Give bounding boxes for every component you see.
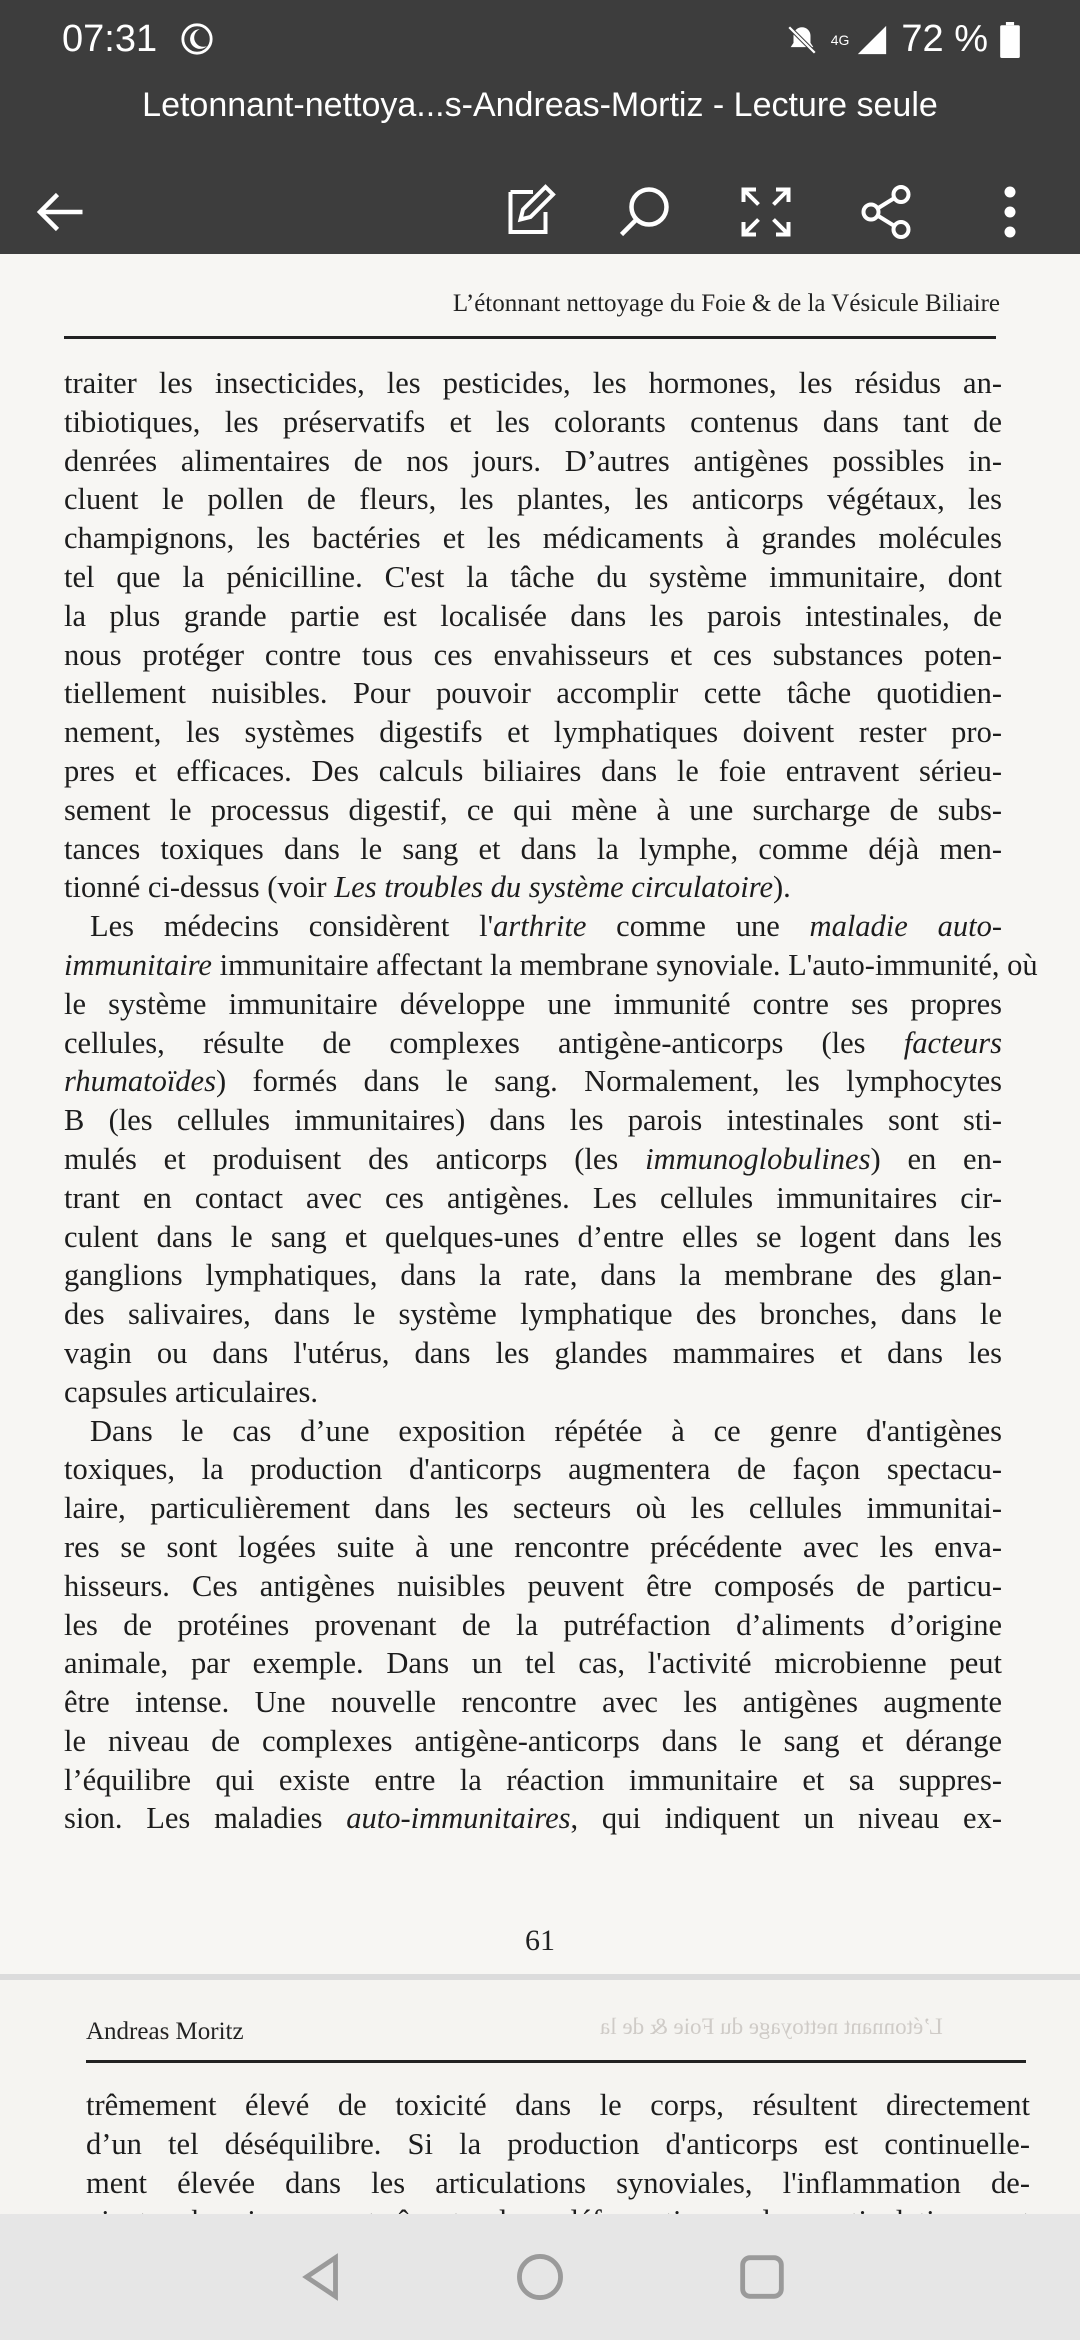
text-line: le niveau de complexes antigène-anticorps dans le sang et dérange xyxy=(64,1723,1002,1758)
text-line: des salivaires, dans le système lymphatique des bronches, dans le xyxy=(64,1297,1002,1332)
header-rule xyxy=(86,2060,1026,2063)
text-line: d’un tel déséquilibre. Si la production d'anticorps est continuelle- xyxy=(86,2126,1030,2161)
italic-term: immunoglobulines xyxy=(645,1141,871,1176)
share-icon[interactable] xyxy=(856,182,916,242)
status-right xyxy=(785,18,1020,61)
text-line xyxy=(64,1799,1002,1838)
back-arrow-icon[interactable] xyxy=(30,182,90,242)
text-line: trant en contact avec ces antigènes. Les cellules immunitaires cir- xyxy=(64,1180,1002,1215)
text-line xyxy=(64,907,1002,946)
text-line: être intense. Une nouvelle rencontre avec les antigènes augmente xyxy=(64,1685,1002,1720)
system-navigation-bar xyxy=(0,2214,1080,2340)
document-page-62[interactable] xyxy=(0,1980,1080,2214)
text-line: nous protéger contre tous ces envahisseurs et ces substances poten- xyxy=(64,637,1002,672)
text-line: tances toxiques dans le sang et dans la lymphe, comme déjà men- xyxy=(64,831,1002,866)
text-line: B (les cellules immunitaires) dans les parois intestinales sont sti- xyxy=(64,1103,1002,1138)
text-line: ganglions lymphatiques, dans la rate, dans la membrane des glan- xyxy=(64,1258,1002,1293)
text-span: ) formés dans le sang. Normalement, les lymphocytes xyxy=(215,1064,1002,1099)
text-span: tionné ci-dessus (voir xyxy=(64,870,335,905)
text-line xyxy=(64,1024,1002,1063)
app-bar xyxy=(0,82,1080,254)
home-circle-icon[interactable] xyxy=(511,2248,569,2306)
signal-icon xyxy=(855,23,889,57)
text-span: Les médecins considèrent l' xyxy=(90,909,494,944)
running-head: L’étonnant nettoyage du Foie & de la Vésicule Biliaire xyxy=(452,290,1000,317)
edit-icon[interactable] xyxy=(498,182,558,242)
page-number: 61 xyxy=(525,1924,555,1957)
network-type: 4G xyxy=(830,31,850,48)
text-line: l’équilibre qui existe entre la réaction immunitaire et sa suppres- xyxy=(64,1762,1002,1797)
italic-term: maladie auto- xyxy=(809,909,1002,944)
more-options-icon[interactable] xyxy=(980,182,1040,242)
search-icon[interactable] xyxy=(614,182,674,242)
header-rule xyxy=(64,336,996,339)
text-line: capsules articulaires. xyxy=(64,1374,319,1409)
text-line: culent dans le sang et quelques-unes d’entre elles se logent dans les xyxy=(64,1219,1002,1254)
status-bar xyxy=(0,0,1080,82)
text-span: comme une xyxy=(586,909,810,944)
italic-term: arthrite xyxy=(493,909,587,944)
text-span: ). xyxy=(773,870,791,905)
text-span: , qui indiquent un niveau ex- xyxy=(570,1801,1002,1836)
page-body-text xyxy=(64,364,1038,1838)
text-line: champignons, les bactéries et les médicaments à grandes molécules xyxy=(64,521,1002,556)
battery-icon xyxy=(1000,22,1020,58)
text-line: trêmement élevé de toxicité dans le corps, résultent directement xyxy=(86,2088,1030,2122)
text-line: la plus grande partie est localisée dans les parois intestinales, de xyxy=(64,598,1002,633)
document-page-61[interactable] xyxy=(0,254,1080,1974)
recent-apps-icon[interactable] xyxy=(733,2248,791,2306)
text-line: animale, par exemple. Dans un tel cas, l'activité microbienne peut xyxy=(64,1646,1002,1681)
italic-term: rhumatoïdes xyxy=(64,1064,216,1099)
italic-term: auto-immunitaires xyxy=(346,1801,571,1836)
text-line: traiter les insecticides, les pesticides, les hormones, les résidus an- xyxy=(64,366,1002,400)
text-line: Dans le cas d’une exposition répétée à ce genre d'antigènes xyxy=(90,1413,1002,1448)
text-line: pres et efficaces. Des calculs biliaires dans le foie entravent sérieu- xyxy=(64,753,1002,788)
bleed-through-text: L’étonnant nettoyage du Foie & de la xyxy=(600,2014,943,2039)
text-line: tibiotiques, les préservatifs et les colorants contenus dans tant de xyxy=(64,404,1002,439)
running-head-author: Andreas Moritz xyxy=(86,2018,244,2045)
battery-percent: 72 % xyxy=(901,18,988,60)
text-span: immunitaire affectant la membrane synoviale. L'auto-immunité, où xyxy=(219,947,1038,982)
document-title: Letonnant-nettoya...s-Andreas-Mortiz - Lecture seule xyxy=(142,86,938,124)
text-line: tiellement nuisibles. Pour pouvoir accomplir cette tâche quotidien- xyxy=(64,676,1002,711)
italic-term: immunitaire xyxy=(64,947,212,982)
text-line xyxy=(64,1062,1002,1101)
text-line: le système immunitaire développe une immunité contre ses propres xyxy=(64,986,1002,1021)
italic-term: facteurs xyxy=(903,1025,1002,1060)
text-span: sion. Les maladies xyxy=(64,1801,347,1836)
do-not-disturb-moon-icon xyxy=(180,22,214,56)
text-line: tel que la pénicilline. C'est la tâche du système immunitaire, dont xyxy=(64,559,1002,594)
text-line: res se sont logées suite à une rencontre précédente avec les enva- xyxy=(64,1529,1002,1564)
text-line: les de protéines provenant de la putréfaction d’aliments d’origine xyxy=(64,1607,1002,1642)
text-line xyxy=(64,946,1038,985)
text-line xyxy=(64,1140,1002,1179)
text-span: ) en en- xyxy=(870,1141,1002,1176)
text-line: toxiques, la production d'anticorps augmentera de façon spectacu- xyxy=(64,1452,1002,1487)
text-line: nement, les systèmes digestifs et lymphatiques doivent rester pro- xyxy=(64,715,1002,750)
text-line: ment élevée dans les articulations synoviales, l'inflammation de- xyxy=(86,2165,1030,2200)
text-span: mulés et produisent des anticorps (les xyxy=(64,1141,646,1176)
back-triangle-icon[interactable] xyxy=(292,2248,350,2306)
text-line: sement le processus digestif, ce qui mène à une surcharge de subs- xyxy=(64,792,1002,827)
text-span: cellules, résulte de complexes antigène-anticorps (les xyxy=(64,1025,904,1060)
status-time: 07:31 xyxy=(62,18,158,60)
text-line: laire, particulièrement dans les secteurs où les cellules immunitai- xyxy=(64,1491,1002,1526)
fullscreen-icon[interactable] xyxy=(736,182,796,242)
text-line xyxy=(64,868,1002,907)
muted-notifications-icon xyxy=(785,23,819,57)
text-line: vagin ou dans l'utérus, dans les glandes mammaires et dans les xyxy=(64,1335,1002,1370)
text-line: denrées alimentaires de nos jours. D’autres antigènes possibles in- xyxy=(64,443,1002,478)
italic-reference: Les troubles du système circulatoire xyxy=(334,870,774,905)
text-line: hisseurs. Ces antigènes nuisibles peuvent être composés de particu- xyxy=(64,1568,1002,1603)
text-line: cluent le pollen de fleurs, les plantes, les anticorps végétaux, les xyxy=(64,482,1002,517)
